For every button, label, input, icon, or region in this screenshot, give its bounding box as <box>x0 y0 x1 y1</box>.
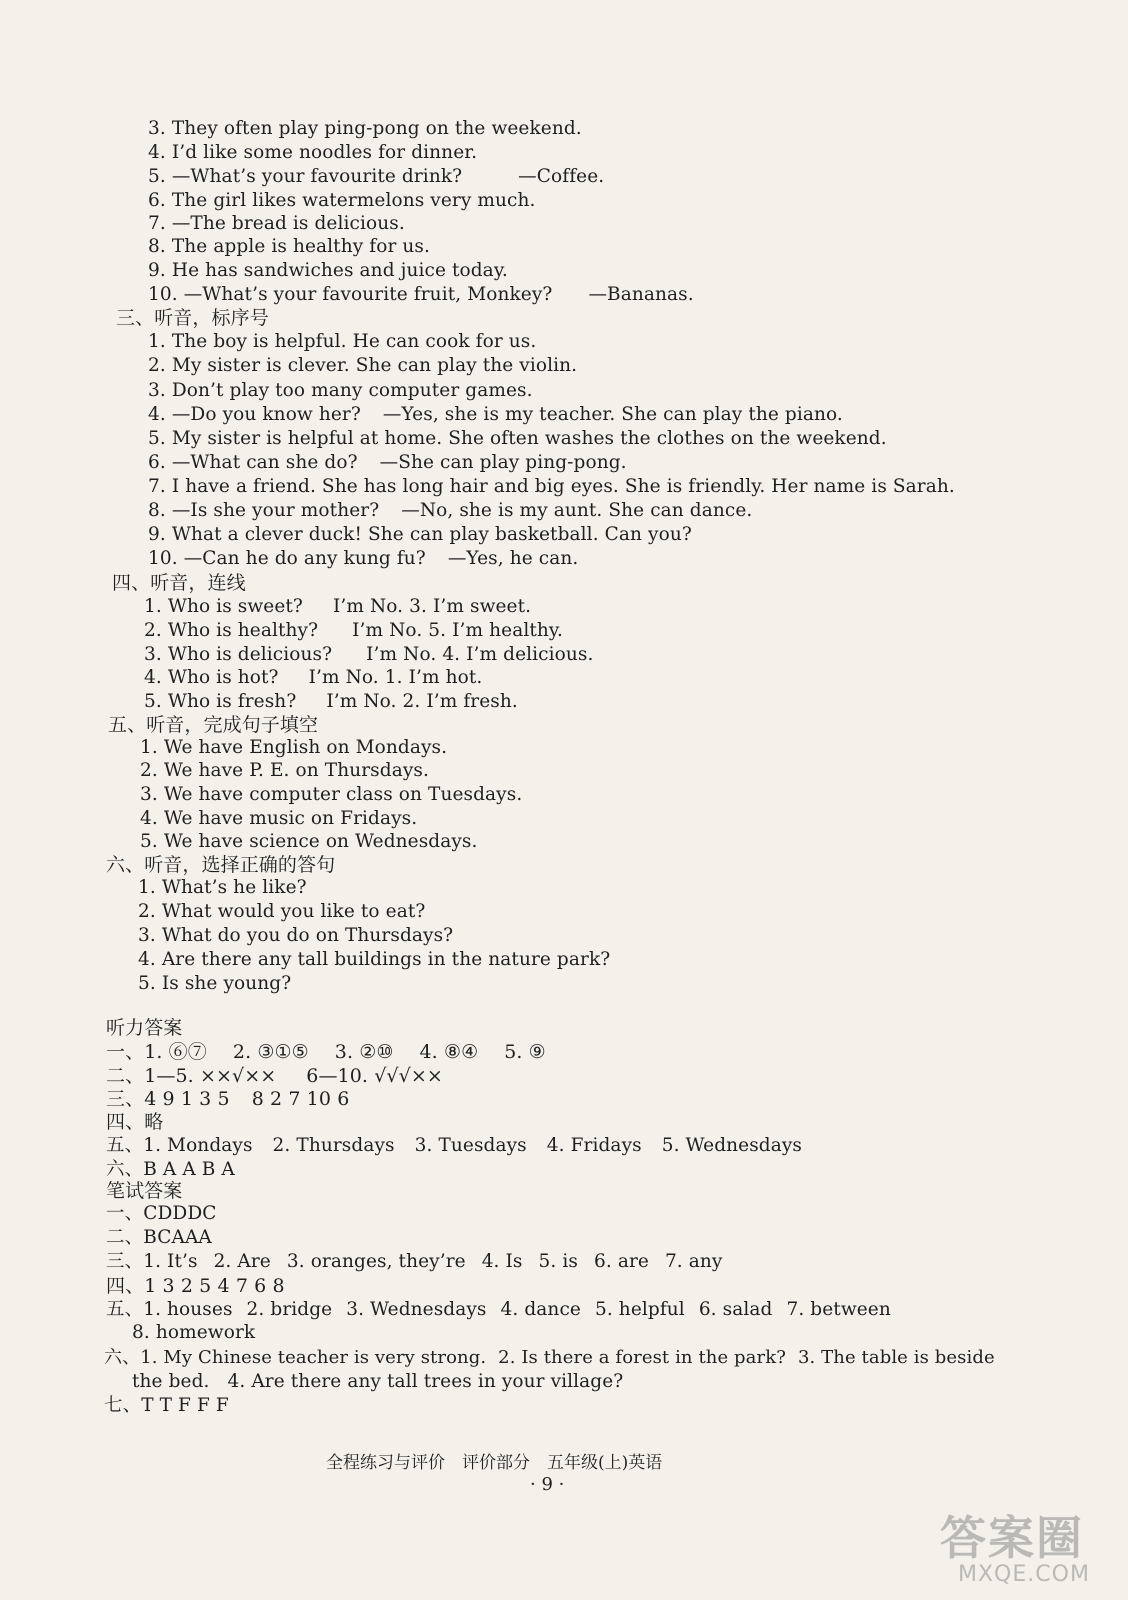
listening-answer-3: 三、4 9 1 3 5 8 2 7 10 6 <box>106 1088 350 1110</box>
part2-item-10: 10. —What’s your favourite fruit, Monkey? —Bananas. <box>148 284 694 305</box>
s3-item-9: 9. What a clever duck! She can play basketball. Can you? <box>148 524 692 545</box>
s5-item-4: 4. We have music on Fridays. <box>140 808 418 829</box>
listening-answer-2: 二、1—5. ××√×× 6—10. √√√×× <box>106 1065 443 1087</box>
s6-item-5: 5. Is she young? <box>138 973 292 994</box>
s3-item-4: 4. —Do you know her? —Yes, she is my teacher. She can play the piano. <box>148 404 843 425</box>
written-answer-6-cont: the bed. 4. Are there any tall trees in your village? <box>132 1371 624 1392</box>
written-answer-4: 四、1 3 2 5 4 7 6 8 <box>106 1275 285 1297</box>
s4-item-1: 1. Who is sweet? I’m No. 3. I’m sweet. <box>144 596 532 617</box>
s6-item-4: 4. Are there any tall buildings in the nature park? <box>138 949 611 970</box>
written-answers-title: 笔试答案 <box>106 1180 183 1202</box>
s5-item-1: 1. We have English on Mondays. <box>140 737 448 758</box>
s6-item-3: 3. What do you do on Thursdays? <box>138 925 454 946</box>
written-answer-1: 一、CDDDC <box>106 1203 217 1224</box>
part2-item-7: 7. —The bread is delicious. <box>148 213 405 234</box>
watermark-text: 答案圈 <box>940 1511 1084 1565</box>
section-3-title: 三、听音，标序号 <box>116 307 269 329</box>
listening-answer-1: 一、1. ⑥⑦ 2. ③①⑤ 3. ②⑩ 4. ⑧④ 5. ⑨ <box>106 1041 546 1063</box>
s3-item-1: 1. The boy is helpful. He can cook for us. <box>148 331 537 352</box>
s3-item-10: 10. —Can he do any kung fu? —Yes, he can. <box>148 548 579 569</box>
part2-item-8: 8. The apple is healthy for us. <box>148 236 430 257</box>
section-5-title: 五、听音，完成句子填空 <box>108 714 319 736</box>
s4-item-4: 4. Who is hot? I’m No. 1. I’m hot. <box>144 667 483 688</box>
part2-item-9: 9. He has sandwiches and juice today. <box>148 260 508 281</box>
section-4-title: 四、听音，连线 <box>112 572 246 594</box>
footer-title: 全程练习与评价 评价部分 五年级(上)英语 <box>326 1453 663 1473</box>
s5-item-5: 5. We have science on Wednesdays. <box>140 831 478 852</box>
s3-item-7: 7. I have a friend. She has long hair and big eyes. She is friendly. Her name is Sarah. <box>148 476 955 497</box>
s6-item-1: 1. What’s he like? <box>138 877 307 898</box>
s5-item-3: 3. We have computer class on Tuesdays. <box>140 784 523 805</box>
s4-item-3: 3. Who is delicious? I’m No. 4. I’m delicious. <box>144 644 594 665</box>
s3-item-3: 3. Don’t play too many computer games. <box>148 380 533 401</box>
s3-item-8: 8. —Is she your mother? —No, she is my aunt. She can dance. <box>148 500 753 521</box>
part2-item-4: 4. I’d like some noodles for dinner. <box>148 142 478 163</box>
s4-item-5: 5. Who is fresh? I’m No. 2. I’m fresh. <box>144 691 518 712</box>
s3-item-6: 6. —What can she do? —She can play ping-pong. <box>148 452 627 473</box>
watermark-logo <box>930 1502 1120 1592</box>
s6-item-2: 2. What would you like to eat? <box>138 901 426 922</box>
written-answer-6: 六、1. My Chinese teacher is very strong. 2. Is there a forest in the park? 3. The table is beside <box>104 1347 995 1368</box>
written-answer-5: 五、1. houses 2. bridge 3. Wednesdays 4. dance 5. helpful 6. salad 7. between <box>106 1299 891 1320</box>
watermark-url: MXQE.COM <box>958 1562 1090 1587</box>
listening-answer-6: 六、B A A B A <box>106 1159 235 1180</box>
part2-item-6: 6. The girl likes watermelons very much. <box>148 190 536 211</box>
s3-item-2: 2. My sister is clever. She can play the violin. <box>148 355 578 376</box>
part2-item-3: 3. They often play ping-pong on the weekend. <box>148 118 582 139</box>
section-6-title: 六、听音，选择正确的答句 <box>106 854 336 876</box>
listening-answers-title: 听力答案 <box>106 1017 183 1039</box>
written-answer-3: 三、1. It’s 2. Are 3. oranges, they’re 4. Is 5. is 6. are 7. any <box>106 1251 723 1272</box>
s3-item-5: 5. My sister is helpful at home. She often washes the clothes on the weekend. <box>148 428 887 449</box>
listening-answer-5: 五、1. Mondays 2. Thursdays 3. Tuesdays 4. Fridays 5. Wednesdays <box>106 1135 803 1156</box>
s4-item-2: 2. Who is healthy? I’m No. 5. I’m healthy. <box>144 620 563 641</box>
part2-item-5: 5. —What’s your favourite drink? —Coffee. <box>148 166 605 187</box>
written-answer-2: 二、BCAAA <box>106 1227 212 1248</box>
s5-item-2: 2. We have P. E. on Thursdays. <box>140 760 429 781</box>
listening-answer-4: 四、略 <box>106 1111 164 1133</box>
written-answer-5-cont: 8. homework <box>132 1322 256 1343</box>
written-answer-7: 七、T T F F F <box>104 1395 229 1416</box>
page-number: · 9 · <box>530 1474 565 1495</box>
